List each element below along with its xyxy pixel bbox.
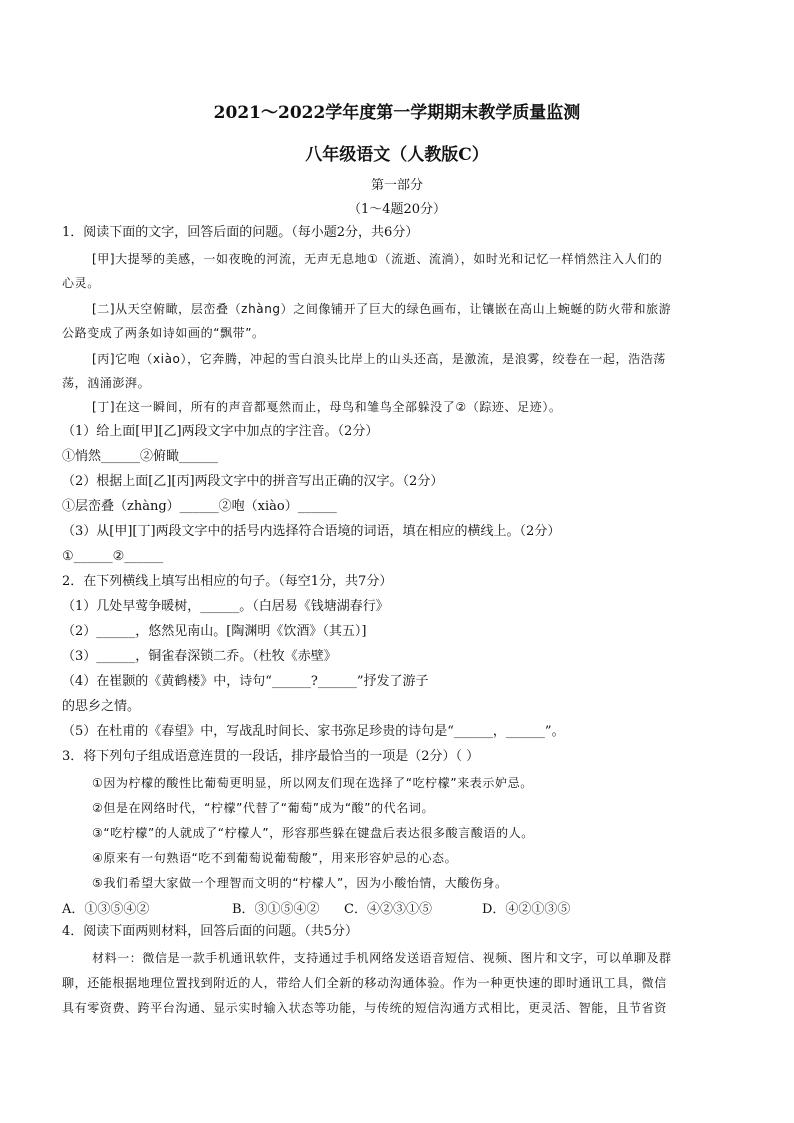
q4-material-1-line2: 聊，还能根据地理位置找到附近的人，带给人们全新的移动沟通体验。作为一种更快速的即时通讯工具，微信	[62, 976, 667, 990]
q1-passage-yi-cont: 公路变成了两条如诗如画的“飘带”。	[62, 326, 265, 340]
q3-sentence-2: ②但是在网络时代，“柠檬”代替了“葡萄”成为“酸”的代名词。	[92, 801, 435, 815]
q1-passage-bing-cont: 荡，汹涌澎湃。	[62, 376, 151, 390]
q1-passage-jia: [甲]大提琴的美感，一如夜晚的河流，无声无息地①（流逝、流淌），如时光和记忆一样悄然注入人们的	[92, 252, 663, 266]
exam-subtitle: 八年级语文（人教版C）	[305, 145, 489, 165]
q2-line4: （4）在崔颢的《黄鹤楼》中，诗句“______?______”抒发了游子	[62, 674, 429, 689]
q2-stem: 2．在下列横线上填写出相应的句子。（每空1分，共7分）	[62, 574, 393, 589]
q1-passage-jia-cont: 心灵。	[62, 276, 100, 290]
q3-option-b: B．③①⑤④②	[232, 902, 320, 917]
part-heading: 第一部分	[370, 178, 423, 193]
q3-option-d: D．④②①③⑤	[482, 902, 571, 917]
q3-sentence-3: ③“吃柠檬”的人就成了“柠檬人”，形容那些躲在键盘后表达很多酸言酸语的人。	[92, 826, 534, 840]
q2-line1: （1）几处早莺争暖树，______。（白居易《钱塘湖春行》	[62, 599, 389, 614]
q1-sub3-answer: ①______②______	[62, 549, 164, 564]
q2-line3: （3）______，铜雀春深锁二乔。（杜牧《赤壁》	[62, 649, 337, 664]
q2-line2: （2）______，悠然见南山。[陶渊明《饮酒》（其五）]	[62, 624, 367, 639]
q1-stem: 1．阅读下面的文字，回答后面的问题。（每小题2分，共6分）	[62, 225, 419, 240]
q3-stem: 3．将下列句子组成语意连贯的一段话，排序最恰当的一项是（2分）（ ）	[62, 749, 480, 764]
q2-line4-cont: 的思乡之情。	[62, 699, 141, 714]
q3-option-a: A．①③⑤④②	[62, 902, 150, 917]
q1-sub3: （3）从[甲][丁]两段文字中的括号内选择符合语境的词语，填在相应的横线上。（2分）	[62, 524, 561, 539]
q2-line5: （5）在杜甫的《春望》中，写战乱时间长、家书弥足珍贵的诗句是“______，______”。	[62, 724, 565, 739]
q4-material-1-line1: 材料一：微信是一款手机通讯软件，支持通过手机网络发送语音短信、视频、图片和文字，可以单聊及群	[92, 951, 672, 965]
exam-title: 2021～2022学年度第一学期期末教学质量监测	[213, 103, 581, 123]
q1-passage-ding: [丁]在这一瞬间，所有的声音都戛然而止，母鸟和雏鸟全部躲没了②（踪迹、足迹）。	[92, 400, 562, 414]
q1-passage-yi: [二]从天空俯瞰，层峦叠（zhàng）之间像铺开了巨大的绿色画布，让镶嵌在高山上蜿蜒的防火带和旅游	[92, 302, 672, 316]
q3-option-c: C．④②③①⑤	[344, 902, 432, 917]
q1-sub1-answer: ①悄然______②俯瞰______	[62, 449, 219, 464]
q4-material-1-line3: 具有零资费、跨平台沟通、显示实时输入状态等功能，与传统的短信沟通方式相比，更灵活、智能，且节省资	[62, 1001, 667, 1015]
q1-sub2-answer: ①层峦叠（zhàng）______②咆（xiào）______	[62, 499, 337, 514]
q3-sentence-4: ④原来有一句熟语“吃不到葡萄说葡萄酸”，用来形容妒忌的心态。	[92, 851, 458, 865]
q3-sentence-5: ⑤我们希望大家做一个理智而文明的“柠檬人”，因为小酸怡情，大酸伤身。	[92, 876, 508, 890]
q1-sub2: （2）根据上面[乙][丙]两段文字中的拼音写出正确的汉字。（2分）	[62, 474, 444, 489]
q1-sub1: （1）给上面[甲][乙]两段文字中加点的字注音。（2分）	[62, 424, 379, 439]
q1-passage-bing: [丙]它咆（xiào），它奔腾，冲起的雪白浪头比岸上的山头还高，是激流，是浪雾，绞卷在一起，浩浩荡	[92, 352, 666, 366]
q4-stem: 4．阅读下面两则材料，回答后面的问题。（共5分）	[62, 924, 359, 939]
q3-sentence-1: ①因为柠檬的酸性比葡萄更明显，所以网友们现在选择了“吃柠檬”来表示妒忌。	[92, 776, 533, 790]
part-range: （1～4题20分）	[347, 202, 447, 217]
